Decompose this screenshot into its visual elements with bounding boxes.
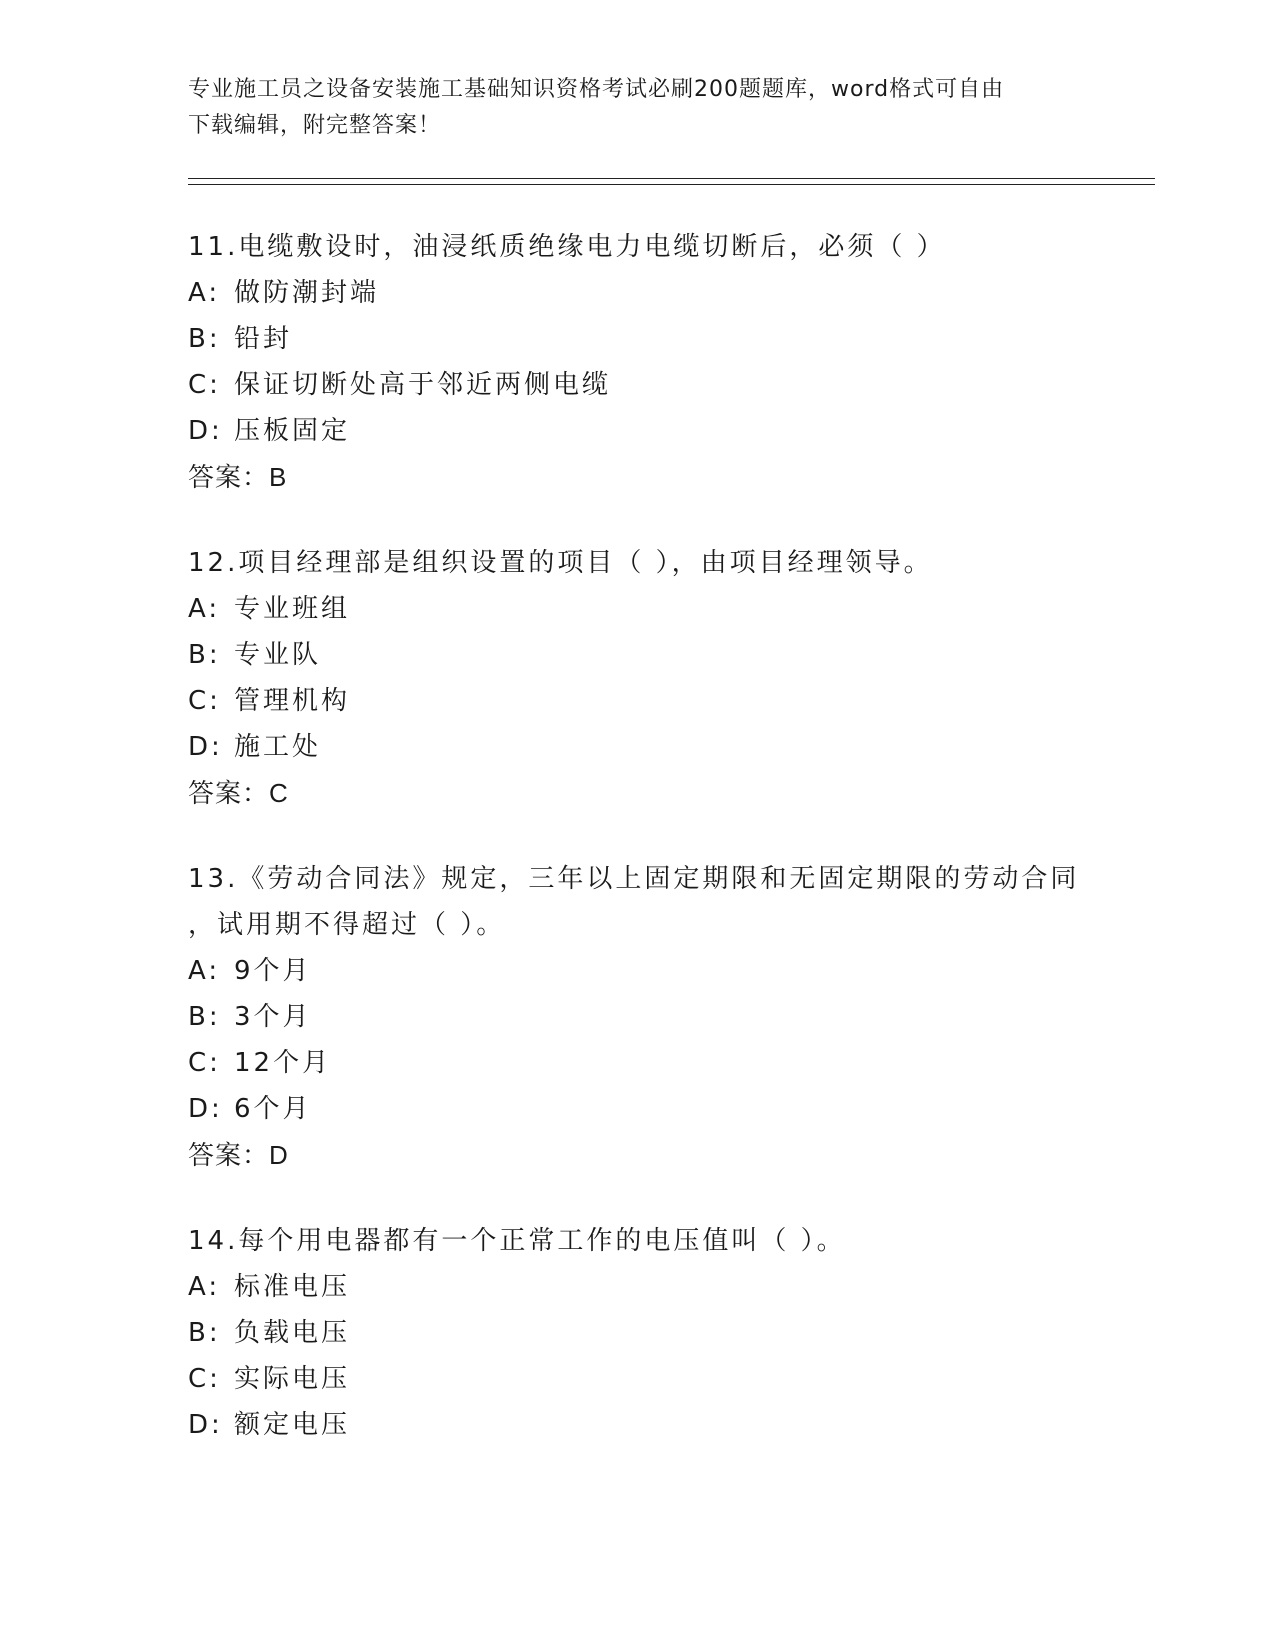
option-c (188, 678, 1088, 724)
option-text: 3个月 (234, 1002, 312, 1032)
option-c (188, 1356, 1088, 1402)
option-letter: D: (188, 1094, 223, 1124)
answer-line: 答案：B (188, 462, 288, 492)
option-letter: D: (188, 416, 223, 446)
option-text: 施工处 (234, 732, 322, 762)
option-text: 保证切断处高于邻近两侧电缆 (234, 370, 612, 400)
option-text: 专业队 (234, 640, 322, 670)
question-14 (188, 1218, 1088, 1448)
option-letter: C: (188, 1048, 221, 1078)
option-a (188, 270, 1088, 316)
option-c (188, 362, 1088, 408)
option-text: 9个月 (234, 956, 312, 986)
option-text: 专业班组 (234, 594, 351, 624)
option-letter: C: (188, 686, 221, 716)
question-stem-line-1: 13.《劳动合同法》规定，三年以上固定期限和无固定期限的劳动合同 (188, 864, 1080, 894)
option-letter: A: (188, 278, 221, 308)
option-text: 压板固定 (234, 416, 351, 446)
option-letter: B: (188, 324, 221, 354)
question-stem: 12.项目经理部是组织设置的项目（ ），由项目经理领导。 (188, 548, 933, 578)
option-letter: B: (188, 1318, 221, 1348)
option-b (188, 316, 1088, 362)
question-stem: 11.电缆敷设时，油浸纸质绝缘电力电缆切断后，必须（ ） (188, 232, 946, 262)
option-text: 额定电压 (234, 1410, 351, 1440)
option-letter: B: (188, 640, 221, 670)
header-divider-bottom (188, 184, 1155, 185)
question-11 (188, 224, 1088, 500)
question-12 (188, 540, 1088, 816)
option-letter: B: (188, 1002, 221, 1032)
question-13 (188, 856, 1088, 1178)
option-text: 铅封 (234, 324, 293, 354)
option-d (188, 1402, 1088, 1448)
option-letter: C: (188, 370, 221, 400)
option-letter: D: (188, 1410, 223, 1440)
header-line-2: 下载编辑，附完整答案！ (188, 113, 442, 138)
option-letter: D: (188, 732, 223, 762)
option-letter: A: (188, 594, 221, 624)
option-a (188, 586, 1088, 632)
document-header (188, 72, 1068, 144)
option-text: 6个月 (234, 1094, 312, 1124)
question-stem: 14.每个用电器都有一个正常工作的电压值叫（ ）。 (188, 1226, 846, 1256)
header-divider-top (188, 178, 1155, 179)
option-a (188, 1264, 1088, 1310)
option-c (188, 1040, 1088, 1086)
option-text: 管理机构 (234, 686, 351, 716)
header-line-1: 专业施工员之设备安装施工基础知识资格考试必刷200题题库，word格式可自由 (188, 77, 1005, 102)
option-b (188, 994, 1088, 1040)
option-d (188, 408, 1088, 454)
option-d (188, 1086, 1088, 1132)
option-text: 做防潮封端 (234, 278, 380, 308)
option-letter: C: (188, 1364, 221, 1394)
answer-line: 答案：C (188, 778, 289, 808)
option-b (188, 1310, 1088, 1356)
question-stem-line-2: ，试用期不得超过（ ）。 (188, 910, 506, 940)
option-letter: A: (188, 1272, 221, 1302)
option-b (188, 632, 1088, 678)
option-letter: A: (188, 956, 221, 986)
answer-line: 答案：D (188, 1140, 289, 1170)
option-text: 负载电压 (234, 1318, 351, 1348)
option-text: 标准电压 (234, 1272, 351, 1302)
option-a (188, 948, 1088, 994)
option-d (188, 724, 1088, 770)
option-text: 实际电压 (234, 1364, 351, 1394)
option-text: 12个月 (234, 1048, 332, 1078)
